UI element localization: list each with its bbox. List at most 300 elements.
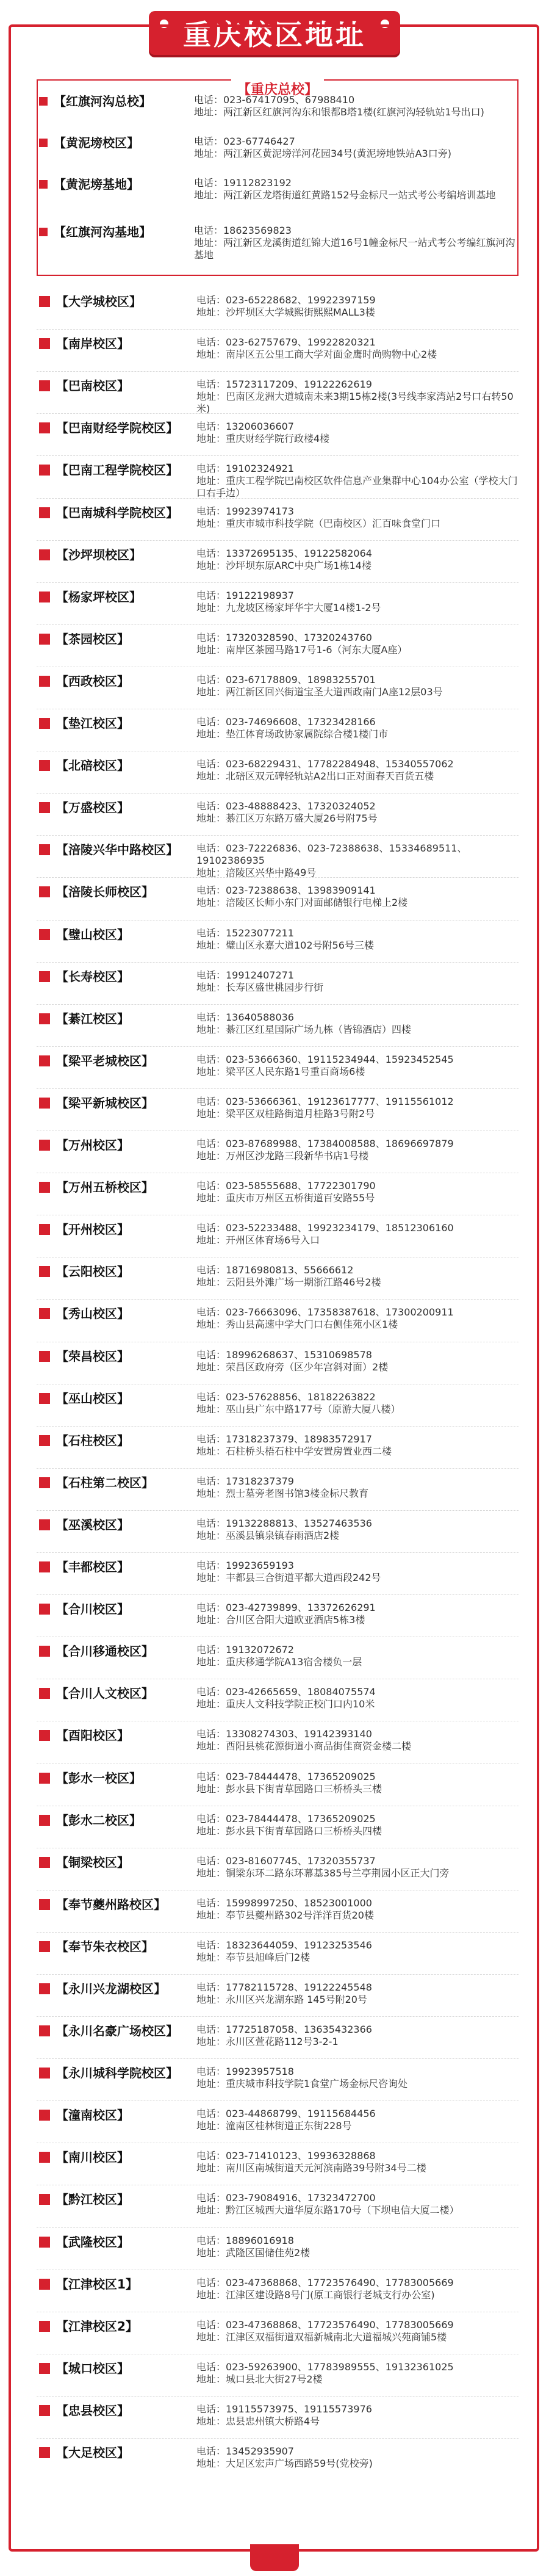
- campus-phone[interactable]: 电话：023-42739899、13372626291: [196, 1602, 376, 1613]
- campus-phone[interactable]: 电话：19912407271: [196, 969, 294, 981]
- campus-entry: [39, 1937, 521, 1964]
- campus-phone[interactable]: 电话：17782115728、19122245548: [196, 1981, 372, 1993]
- campus-phone[interactable]: 电话：023-78444478、17365209025: [196, 1771, 376, 1782]
- row-divider: [37, 2058, 518, 2059]
- campus-entry: [39, 334, 521, 361]
- campus-address: 地址：江津区建设路8号门(原工商银行老城支行办公室): [196, 2289, 435, 2301]
- campus-name: 【永川兴龙湖校区】: [56, 1981, 166, 1996]
- campus-name: 【江津校区2】: [56, 2319, 138, 2334]
- campus-entry: [39, 376, 521, 415]
- bullet-square-icon: [39, 1393, 50, 1404]
- campus-name: 【万州五桥校区】: [56, 1180, 154, 1195]
- campus-info: [196, 671, 521, 698]
- row-divider: [37, 877, 518, 878]
- campus-info: [196, 1641, 521, 1668]
- campus-info: [196, 1768, 521, 1795]
- campus-phone[interactable]: 电话：023-74696608、17323428166: [196, 716, 376, 728]
- bullet-square-icon: [39, 1182, 50, 1193]
- row-divider: [37, 2227, 518, 2228]
- campus-phone[interactable]: 电话：13308274303、19142393140: [196, 1728, 372, 1740]
- campus-entry: [39, 882, 521, 909]
- campus-name: 【忠县校区】: [56, 2403, 129, 2418]
- campus-phone[interactable]: 电话：023-42665659、18084075574: [196, 1686, 376, 1698]
- campus-address: 地址：北碚区双元碑轻轨站A2出口正对面春天百货五楼: [196, 770, 434, 782]
- campus-entry: [39, 840, 521, 879]
- campus-address: 地址：奉节县夔州路302号洋洋百货20楼: [196, 1909, 374, 1921]
- bullet-square-icon: [39, 1224, 50, 1235]
- row-divider: [37, 2438, 518, 2439]
- campus-address: 地址：长寿区盛世桃园步行街: [196, 982, 324, 993]
- campus-phone[interactable]: 电话：17318237379: [196, 1475, 294, 1487]
- campus-name: 【万盛校区】: [56, 800, 129, 815]
- campus-name: 【杨家坪校区】: [56, 590, 142, 604]
- campus-name: 【红旗河沟基地】: [54, 225, 151, 239]
- campus-name: 【黄泥塝校区】: [54, 136, 139, 150]
- row-divider: [37, 413, 518, 414]
- campus-entry: [39, 967, 521, 994]
- campus-address: 地址：武隆区国储佳苑2楼: [196, 2247, 310, 2259]
- campus-name: 【梁平老城校区】: [56, 1054, 154, 1068]
- campus-address: 地址：沙坪坝区大学城熙街熙熙MALL3楼: [196, 306, 375, 318]
- campus-address: 地址：烈士墓旁老图书馆3楼金标尺教育: [196, 1488, 369, 1499]
- campus-info: [196, 2147, 521, 2174]
- campus-entry: [39, 460, 521, 499]
- campus-address: 地址：江津区双福街道双福新城南北大道福城兴苑商铺5楼: [196, 2331, 447, 2343]
- campus-info: [196, 1937, 521, 1964]
- row-divider: [37, 329, 518, 330]
- row-divider: [37, 1510, 518, 1511]
- bullet-square-icon: [39, 422, 50, 433]
- campus-entry: [39, 1093, 521, 1120]
- campus-phone[interactable]: 电话：023-68229431、17782284948、15340557062: [196, 758, 454, 770]
- campus-name: 【酉阳校区】: [56, 1728, 129, 1743]
- campus-info: [196, 1895, 521, 1922]
- page-title: 重庆校区地址: [149, 11, 400, 55]
- campus-entry: [39, 1473, 521, 1500]
- campus-name: 【石柱校区】: [56, 1433, 129, 1448]
- bullet-square-icon: [39, 1815, 50, 1826]
- campus-entry: [39, 2105, 521, 2132]
- campus-phone[interactable]: 电话：15998997250、18523001000: [196, 1897, 372, 1909]
- campus-name: 【綦江校区】: [56, 1011, 129, 1026]
- campus-phone[interactable]: 电话：023-59263900、17783989555、19132361025: [196, 2361, 454, 2373]
- campus-info: [196, 925, 521, 952]
- campus-info: [196, 1051, 521, 1078]
- campus-name: 【秀山校区】: [56, 1306, 129, 1321]
- row-divider: [37, 1974, 518, 1975]
- campus-info: [196, 1304, 521, 1331]
- campus-address: 地址：綦江区红星国际广场九栋（皆锦酒店）四楼: [196, 1024, 412, 1035]
- row-divider: [37, 1088, 518, 1089]
- row-divider: [37, 1004, 518, 1005]
- campus-info: [196, 2190, 521, 2216]
- campus-entry: [39, 1853, 521, 1880]
- row-divider: [37, 2100, 518, 2101]
- campus-address: 地址：大足区宏声广场西路59号(党校旁): [196, 2458, 373, 2469]
- campus-name: 【垫江校区】: [56, 716, 129, 731]
- campus-address: 地址：梁平区人民东路1号重百商场6楼: [196, 1066, 365, 1077]
- campus-phone[interactable]: 电话：023-53666360、19115234944、15923452545: [196, 1054, 454, 1065]
- campus-entry: [39, 1557, 521, 1584]
- campus-info: [196, 2021, 521, 2048]
- campus-info: [196, 1178, 521, 1204]
- campus-phone[interactable]: 电话：19923957518: [196, 2066, 294, 2077]
- campus-address: 地址：重庆移通学院A13宿舍楼负一层: [196, 1656, 362, 1668]
- campus-info: [196, 1726, 521, 1753]
- campus-entry: [39, 1515, 521, 1542]
- campus-info: [194, 133, 521, 160]
- campus-entry: [39, 175, 521, 201]
- campus-address: 地址：云阳县外滩广场一期浙江路46号2楼: [196, 1276, 381, 1288]
- row-divider: [37, 498, 518, 499]
- campus-name: 【城口校区】: [56, 2361, 129, 2376]
- campus-address: 地址：重庆市万州区五桥街道百安路55号: [196, 1192, 375, 1204]
- campus-info: [196, 1599, 521, 1626]
- campus-address: 地址：铜梁东环二路东环幕基385号兰亭荆园小区正大门旁: [196, 1867, 450, 1879]
- campus-entry: [39, 1009, 521, 1036]
- campus-address: 地址：巫山县广东中路177号（原游大厦八楼）: [196, 1403, 401, 1415]
- bullet-square-icon: [39, 718, 50, 729]
- campus-info: [194, 175, 521, 201]
- campus-address: 地址：涪陵区长师小东门对面邮储银行电梯上2楼: [196, 897, 408, 908]
- campus-entry: [39, 2232, 521, 2259]
- campus-entry: [39, 714, 521, 740]
- bullet-square-icon: [39, 2068, 50, 2079]
- campus-phone[interactable]: 电话：19132072672: [196, 1644, 294, 1655]
- campus-phone[interactable]: 电话：15723117209、19122262619: [196, 378, 372, 390]
- campus-phone[interactable]: 电话：13640588036: [196, 1011, 294, 1023]
- campus-phone[interactable]: 电话：023-47368868、17723576490、17783005669: [196, 2319, 454, 2331]
- campus-phone[interactable]: 电话：023-72388638、13983909141: [196, 885, 376, 896]
- campus-info: [196, 2359, 521, 2386]
- campus-phone[interactable]: 电话：023-76663096、17358387618、17300200911: [196, 1306, 454, 1318]
- campus-name: 【巫山校区】: [56, 1391, 129, 1406]
- campus-phone[interactable]: 电话：023-79084916、17323472700: [196, 2192, 376, 2204]
- campus-name: 【巴南校区】: [56, 378, 129, 393]
- campus-entry: [39, 2274, 521, 2301]
- campus-phone[interactable]: 电话：023-67746427: [194, 136, 295, 147]
- campus-name: 【大学城校区】: [56, 294, 142, 309]
- campus-phone[interactable]: 电话：18996268637、15310698578: [196, 1349, 372, 1361]
- campus-phone[interactable]: 电话：023-78444478、17365209025: [196, 1813, 376, 1825]
- campus-address: 地址：綦江区万东路万盛大厦26号附75号: [196, 812, 378, 824]
- campus-entry: [39, 1347, 521, 1373]
- campus-phone[interactable]: 电话：023-53666361、19123617777、19115561012: [196, 1096, 454, 1107]
- bullet-square-icon: [39, 1857, 50, 1868]
- campus-phone[interactable]: 电话：19923974173: [196, 505, 294, 517]
- campus-info: [196, 714, 521, 740]
- campus-name: 【长寿校区】: [56, 969, 129, 984]
- campus-info: [196, 798, 521, 825]
- campus-info: [196, 545, 521, 572]
- campus-name: 【巴南城科学院校区】: [56, 505, 178, 520]
- bullet-square-icon: [39, 1351, 50, 1362]
- campus-phone[interactable]: 电话：19132288813、13527463536: [196, 1518, 372, 1529]
- campus-info: [196, 376, 521, 415]
- campus-address: 地址：南岸区五公里工商大学对面金鹰时尚购物中心2楼: [196, 349, 437, 360]
- campus-entry: [39, 756, 521, 783]
- campus-phone[interactable]: 电话：023-47368868、17723576490、17783005669: [196, 2277, 454, 2288]
- campus-entry: [39, 2021, 521, 2048]
- bullet-square-icon: [39, 2110, 50, 2121]
- campus-info: [196, 1979, 521, 2006]
- campus-info: [196, 840, 521, 879]
- campus-phone[interactable]: 电话：023-72226836、023-72388638、15334689511、19102386935: [196, 842, 467, 866]
- bullet-square-icon: [39, 1941, 50, 1952]
- campus-info: [196, 1220, 521, 1246]
- campus-info: [196, 967, 521, 994]
- campus-entry: [39, 1431, 521, 1458]
- campus-phone[interactable]: 电话：17320328590、17320243760: [196, 632, 372, 643]
- campus-info: [196, 756, 521, 783]
- campus-info: [196, 587, 521, 614]
- campus-phone[interactable]: 电话：15223077211: [196, 927, 294, 939]
- bullet-square-icon: [39, 2447, 50, 2458]
- bullet-square-icon: [39, 2194, 50, 2205]
- row-divider: [37, 1046, 518, 1047]
- bullet-square-icon: [39, 1013, 50, 1024]
- bullet-square-icon: [39, 549, 50, 560]
- campus-address: 地址：奉节县旭峰后门2楼: [196, 1952, 310, 1963]
- bullet-square-icon: [39, 971, 50, 982]
- campus-info: [196, 1347, 521, 1373]
- row-divider: [37, 2016, 518, 2017]
- campus-phone[interactable]: 电话：13372695135、19122582064: [196, 548, 372, 559]
- bullet-square-icon: [39, 465, 50, 476]
- campus-entry: [39, 1051, 521, 1078]
- bullet-square-icon: [39, 97, 48, 106]
- campus-address: 地址：九龙坡区杨家坪华宇大厦14楼1-2号: [196, 602, 381, 613]
- campus-entry: [39, 1641, 521, 1668]
- campus-info: [196, 292, 521, 319]
- campus-address: 地址：两江新区龙溪街道红锦大道16号1幢金标尺一站式考公考编红旗河沟基地: [194, 237, 515, 261]
- campus-info: [196, 1135, 521, 1162]
- campus-info: [196, 1093, 521, 1120]
- campus-phone[interactable]: 电话：023-58555688、17722301790: [196, 1180, 376, 1192]
- bullet-square-icon: [39, 1646, 50, 1657]
- campus-name: 【云阳校区】: [56, 1264, 129, 1279]
- bullet-square-icon: [39, 1266, 50, 1277]
- campus-address: 地址：重庆财经学院行政楼4楼: [196, 433, 330, 444]
- campus-entry: [39, 1220, 521, 1246]
- campus-phone[interactable]: 电话：19122198937: [196, 590, 294, 601]
- campus-phone[interactable]: 电话：023-44868799、19115684456: [196, 2108, 376, 2119]
- row-divider: [37, 455, 518, 456]
- campus-info: [196, 2232, 521, 2259]
- campus-entry: [39, 1389, 521, 1416]
- campus-address: 地址：涪陵区兴华中路49号: [196, 867, 317, 878]
- bullet-square-icon: [39, 2363, 50, 2374]
- bullet-square-icon: [39, 228, 48, 236]
- campus-phone[interactable]: 电话：19102324921: [196, 463, 294, 474]
- campus-address: 地址：开州区体育场6号入口: [196, 1234, 320, 1246]
- campus-address: 地址：彭水县下街青草园路口三桥桥头四楼: [196, 1825, 382, 1837]
- row-divider: [37, 962, 518, 963]
- campus-address: 地址：永川区兴龙湖东路 145号附20号: [196, 1994, 367, 2005]
- row-divider: [37, 2396, 518, 2397]
- campus-address: 地址：两江新区回兴街道宝圣大道西政南门A座12层03号: [196, 686, 443, 698]
- row-divider: [37, 624, 518, 625]
- campus-info: [196, 1811, 521, 1837]
- campus-address: 地址：重庆人文科技学院正校门口内10米: [196, 1698, 375, 1710]
- campus-phone[interactable]: 电话：023-87689988、17384008588、18696697879: [196, 1138, 454, 1149]
- bullet-square-icon: [39, 1308, 50, 1319]
- campus-address: 地址：重庆市城市科技学院（巴南校区）汇百味食堂门口: [196, 518, 441, 529]
- campus-name: 【北碚校区】: [56, 758, 129, 773]
- campus-name: 【合川人文校区】: [56, 1686, 154, 1701]
- campus-phone[interactable]: 电话：023-67417095、67988410: [194, 94, 355, 106]
- campus-phone[interactable]: 电话：18896016918: [196, 2235, 294, 2246]
- campus-phone[interactable]: 电话：023-67178809、18983255701: [196, 674, 376, 686]
- campus-entry: [39, 1979, 521, 2006]
- campus-entry: [39, 2190, 521, 2216]
- campus-entry: [39, 2147, 521, 2174]
- campus-address: 地址：巴南区龙洲大道城南未来3期15栋2楼(3号线李家湾站2号口右转50米): [196, 391, 514, 414]
- campus-address: 地址：永川区萱花路112号3-2-1: [196, 2036, 339, 2047]
- campus-name: 【巴南工程学院校区】: [56, 463, 178, 477]
- campus-entry: [39, 545, 521, 572]
- campus-name: 【奉节朱衣校区】: [56, 1939, 154, 1954]
- campus-entry: [39, 1304, 521, 1331]
- bullet-square-icon: [39, 592, 50, 602]
- campus-address: 地址：两江新区红旗河沟东和银都B塔1楼(红旗河沟轻轨站1号出口): [194, 106, 484, 118]
- bullet-square-icon: [39, 296, 50, 307]
- campus-name: 【涪陵兴华中路校区】: [56, 842, 178, 857]
- campus-name: 【江津校区1】: [56, 2277, 138, 2292]
- campus-info: [196, 1431, 521, 1458]
- bullet-square-icon: [39, 507, 50, 518]
- row-divider: [37, 835, 518, 836]
- campus-entry: [39, 1811, 521, 1837]
- bullet-square-icon: [39, 380, 50, 391]
- campus-name: 【奉节夔州路校区】: [56, 1897, 166, 1912]
- campus-address: 地址：垫江体育场政协家属院综合楼1楼门市: [196, 728, 389, 740]
- campus-phone[interactable]: 电话：18323644059、19123253546: [196, 1939, 372, 1951]
- campus-name: 【黔江校区】: [56, 2192, 129, 2207]
- bullet-square-icon: [39, 338, 50, 349]
- campus-address: 地址：合川区合阳大道欧亚酒店5栋3楼: [196, 1614, 365, 1626]
- campus-phone[interactable]: 电话：023-81607745、17320355737: [196, 1855, 376, 1867]
- campus-address: 地址：城口县北大街27号2楼: [196, 2373, 323, 2385]
- campus-address: 地址：荣昌区政府旁（区少年宫斜对面）2楼: [196, 1361, 389, 1373]
- campus-name: 【武隆校区】: [56, 2235, 129, 2249]
- campus-name: 【璧山校区】: [56, 927, 129, 942]
- campus-info: [194, 222, 521, 261]
- campus-phone[interactable]: 电话：023-62757679、19922820321: [196, 336, 376, 348]
- bullet-square-icon: [39, 1899, 50, 1910]
- campus-name: 【合川移通校区】: [56, 1644, 154, 1659]
- campus-phone[interactable]: 电话：023-48888423、17320324052: [196, 800, 376, 812]
- campus-entry: [39, 292, 521, 319]
- campus-address: 地址：南岸区茶园马路17号1-6（河东大厦A座）: [196, 644, 407, 656]
- row-divider: [37, 1552, 518, 1553]
- bullet-square-icon: [39, 1983, 50, 1994]
- campus-phone[interactable]: 电话：19112823192: [194, 177, 292, 189]
- campus-phone[interactable]: 电话：18623569823: [194, 225, 292, 236]
- campus-address: 地址：重庆工程学院巴南校区软件信息产业集群中心104办公室（学校大门口右手边）: [196, 475, 518, 499]
- campus-address: 地址：丰都县三合街道平都大道西段242号: [196, 1572, 381, 1583]
- campus-info: [196, 1515, 521, 1542]
- campus-info: [196, 460, 521, 499]
- row-divider: [37, 1426, 518, 1427]
- campus-name: 【开州校区】: [56, 1222, 129, 1237]
- bullet-square-icon: [39, 2152, 50, 2163]
- bullet-square-icon: [39, 1055, 50, 1066]
- campus-name: 【石柱第二校区】: [56, 1475, 154, 1490]
- campus-name: 【彭水二校区】: [56, 1813, 142, 1828]
- bullet-square-icon: [39, 2237, 50, 2248]
- campus-info: [194, 92, 521, 118]
- campus-entry: [39, 587, 521, 614]
- campus-name: 【铜梁校区】: [56, 1855, 129, 1870]
- bullet-square-icon: [39, 1561, 50, 1572]
- campus-entry: [39, 798, 521, 825]
- campus-phone[interactable]: 电话：17725187058、13635432366: [196, 2024, 372, 2035]
- campus-info: [196, 1473, 521, 1500]
- campus-address: 地址：彭水县下街青草园路口三桥桥头三楼: [196, 1783, 382, 1795]
- campus-address: 地址：黔江区城西大道华厦东路170号（下坝电信大厦二楼）: [196, 2204, 459, 2216]
- campus-entry: [39, 1262, 521, 1289]
- bullet-square-icon: [39, 676, 50, 687]
- campus-entry: [39, 1684, 521, 1710]
- campus-entry: [39, 925, 521, 952]
- campus-phone[interactable]: 电话：19923659193: [196, 1560, 294, 1571]
- bullet-square-icon: [39, 1604, 50, 1615]
- campus-info: [196, 334, 521, 361]
- bullet-square-icon: [39, 1730, 50, 1741]
- campus-phone[interactable]: 电话：023-57628856、18182263822: [196, 1391, 376, 1403]
- campus-info: [196, 1009, 521, 1036]
- campus-info: [196, 2105, 521, 2132]
- campus-entry: [39, 2401, 521, 2428]
- campus-phone[interactable]: 电话：19115573975、19115573976: [196, 2403, 372, 2415]
- campus-name: 【南岸校区】: [56, 336, 129, 351]
- campus-name: 【梁平新城校区】: [56, 1096, 154, 1110]
- campus-entry: [39, 222, 521, 261]
- campus-info: [196, 1684, 521, 1710]
- bullet-square-icon: [39, 1688, 50, 1699]
- campus-phone[interactable]: 电话：023-71410123、19936328868: [196, 2150, 376, 2162]
- bullet-square-icon: [39, 1519, 50, 1530]
- campus-address: 地址：沙坪坝东原ARC中央广场1栋14楼: [196, 560, 371, 571]
- campus-info: [196, 2317, 521, 2343]
- bullet-square-icon: [39, 760, 50, 771]
- campus-phone[interactable]: 电话：023-65228682、19922397159: [196, 294, 376, 306]
- campus-phone[interactable]: 电话：18716980813、55666612: [196, 1264, 354, 1276]
- bullet-square-icon: [39, 634, 50, 645]
- campus-name: 【彭水一校区】: [56, 1771, 142, 1785]
- campus-entry: [39, 1135, 521, 1162]
- campus-address: 地址：重庆城市科技学院1食堂广场金标尺咨询处: [196, 2078, 408, 2089]
- campus-address: 地址：石柱桥头梧石柱中学安置房置业西二楼: [196, 1445, 392, 1457]
- row-divider: [37, 582, 518, 583]
- campus-address: 地址：万州区沙龙路三段新华书店1号楼: [196, 1150, 369, 1162]
- campus-info: [196, 418, 521, 445]
- campus-name: 【沙坪坝校区】: [56, 548, 142, 562]
- campus-info: [196, 2443, 521, 2470]
- campus-info: [196, 1262, 521, 1289]
- campus-info: [196, 882, 521, 909]
- campus-name: 【南川校区】: [56, 2150, 129, 2165]
- campus-phone[interactable]: 电话：13206036607: [196, 421, 294, 432]
- campus-name: 【涪陵长师校区】: [56, 885, 154, 899]
- campus-phone[interactable]: 电话：13452935907: [196, 2445, 294, 2457]
- campus-name: 【黄泥塝基地】: [54, 177, 139, 192]
- campus-name: 【茶园校区】: [56, 632, 129, 646]
- campus-phone[interactable]: 电话：023-52233488、19923234179、18512306160: [196, 1222, 454, 1234]
- campus-phone[interactable]: 电话：17318237379、18983572917: [196, 1433, 372, 1445]
- campus-name: 【潼南校区】: [56, 2108, 129, 2122]
